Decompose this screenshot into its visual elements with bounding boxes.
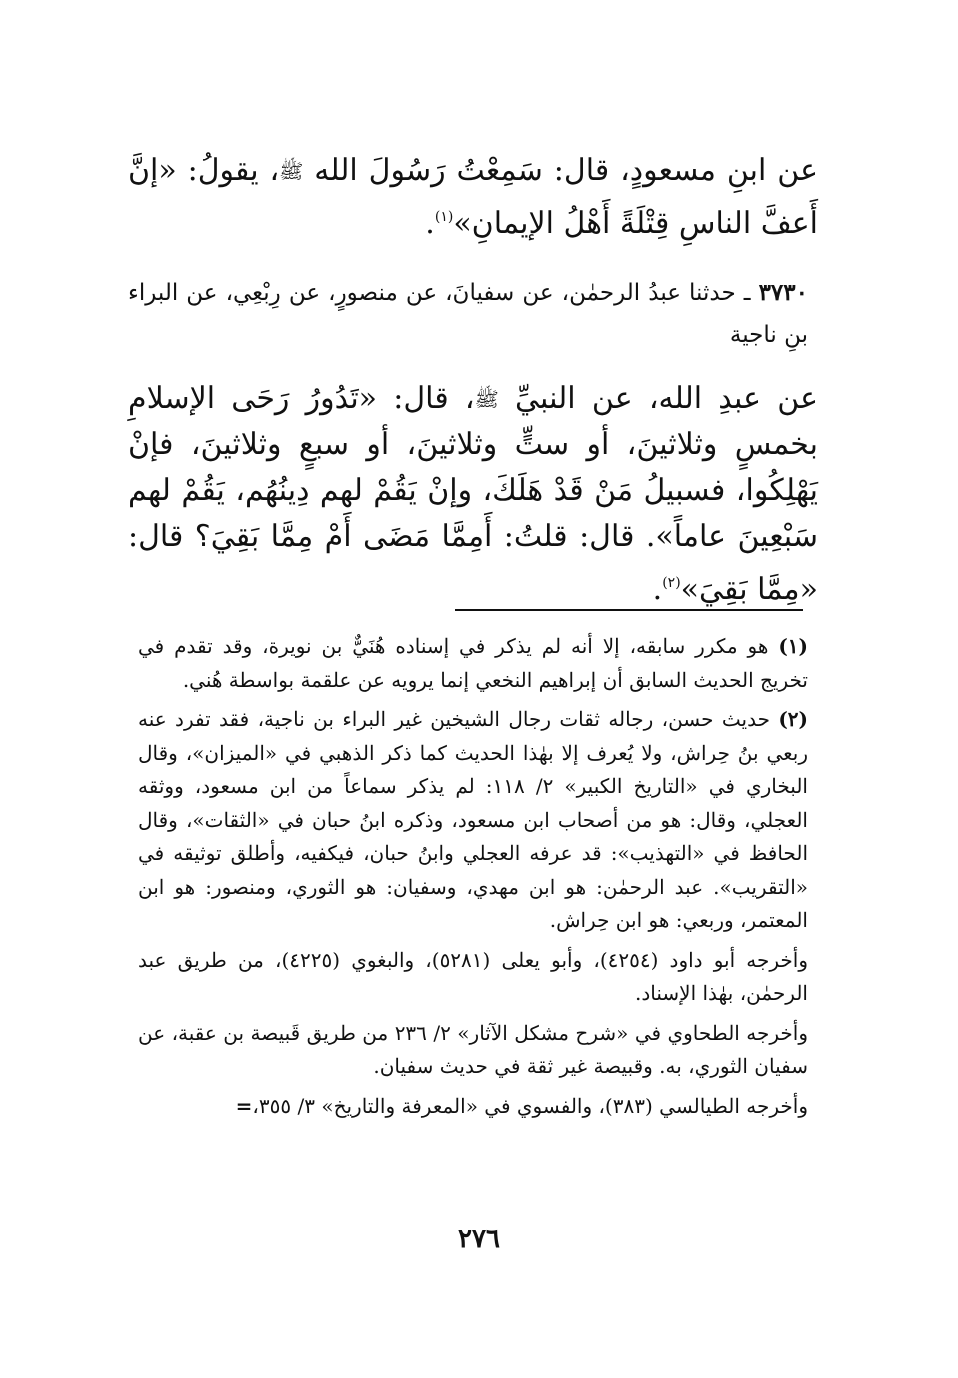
footnote-2-paragraph-2: وأخرجه أبو داود (٤٢٥٤)، وأبو يعلى (٥٢٨١)، والبغوي (٤٢٢٥)، من طريق عبد الرحمٰن، بهٰذا الإسناد. bbox=[138, 947, 808, 1005]
isnad-text: حدثنا عبدُ الرحمٰن، عن سفيانَ، عن منصورٍ، عن رِبْعِي، عن البراء بنِ ناجية bbox=[128, 280, 808, 348]
hadith-1-line-1-end: ، يقولُ: «إنَّ bbox=[128, 153, 280, 188]
page-number: ٢٧٦ bbox=[458, 1224, 500, 1254]
hadith-2-part-2: ، قال: «تَدُورُ رَحَى الإسلامِ بخمسٍ وثلاثينَ، أو ستٍّ وثلاثينَ، أو سبعٍ وثلاثينَ، فإنْ يَهْلِكُوا، فسبيلُ مَنْ قَدْ هَلَكَ، وإنْ يَقُمْ لهم دِينُهُم، يَقُمْ لهم سَبْعِينَ عاماً». قال: قلتُ: أَمِمَّا مَضَى أَمْ مِمَّا بَقِيَ؟ قال: «مِمَّا بَقِيَ» bbox=[128, 381, 818, 607]
footnote-1-number: (١) bbox=[778, 634, 809, 658]
continuation-mark: = bbox=[235, 1093, 253, 1118]
footnote-2-paragraph-4-text: وأخرجه الطيالسي (٣٨٣)، والفسوي في «المعرفة والتاريخ» ٣/ ٣٥٥، bbox=[252, 1093, 808, 1118]
footnote-2-text: حديث حسن، رجاله ثقات رجال الشيخين غير البراء بن ناجية، فقد تفرد عنه ربعي بنُ حِراش، ولا يُعرف إلا بهٰذا الحديث كما ذكر الذهبي في «الميزان»، وقال البخاري في «التاريخ الكبير» ٢/ ١١٨: لم يذكر سماعاً من ابن مسعود، ووثقه العجلي، وقال: هو من أصحاب ابن مسعود، وذكره ابنُ حبان في «الثقات»، وقال الحافظ في «التهذيب»: قد عرفه العجلي وابنُ حبان، فيكفيه، وأطلق توثيقه في «التقريب». عبد الرحمٰن: هو ابن مهدي، وسفيان: هو الثوري، ومنصور: هو ابن المعتمر، وربعي: هو ابن حِراش. bbox=[138, 707, 808, 932]
footnote-2-paragraph-4 bbox=[138, 1090, 808, 1124]
isnad-chain bbox=[128, 272, 808, 356]
hadith-2-end: . bbox=[652, 572, 663, 607]
salawat-glyph: ﷺ bbox=[474, 387, 499, 411]
hadith-1-line-2-end: . bbox=[425, 206, 435, 241]
salawat-glyph: ﷺ bbox=[279, 159, 304, 183]
footnote-2 bbox=[138, 703, 808, 938]
hadith-number: ٣٧٣٠ bbox=[758, 279, 808, 306]
footnote-1-text: هو مكرر سابقه، إلا أنه لم يذكر في إسناده هُنَيٌّ بن نويرة، وقد تقدم في تخريج الحديث السابق أن إبراهيم النخعي إنما يرويه عن علقمة بواسطة هُني. bbox=[138, 634, 808, 692]
hadith-2-part-1: عن عبدِ الله، عن النبيِّ bbox=[515, 381, 818, 416]
hadith-text-2 bbox=[128, 376, 818, 613]
footnote-2-number: (٢) bbox=[778, 707, 809, 731]
footnote-ref-1: (١) bbox=[434, 209, 454, 225]
hadith-1-line-2: أَعفَّ الناسِ قِتْلَةً أَهْلُ الإيمانِ» bbox=[453, 206, 818, 241]
hadith-number-dash: ـ bbox=[735, 280, 759, 306]
hadith-text-1 bbox=[128, 148, 818, 247]
footnote-ref-2: (٢) bbox=[662, 575, 681, 591]
footnote-divider bbox=[455, 609, 803, 611]
footnotes bbox=[138, 630, 808, 1129]
footnote-1 bbox=[138, 630, 808, 697]
footnote-2-paragraph-3: وأخرجه الطحاوي في «شرح مشكل الآثار» ٢/ ٢٣٦ من طريق قَبيصة بن عقبة، عن سفيان الثوري، به. وقبيصة غير ثقة في حديث سفيان. bbox=[138, 1020, 808, 1078]
hadith-1-line-1: عن ابنِ مسعودٍ، قال: سَمِعْتُ رَسُولَ الله bbox=[314, 153, 819, 188]
